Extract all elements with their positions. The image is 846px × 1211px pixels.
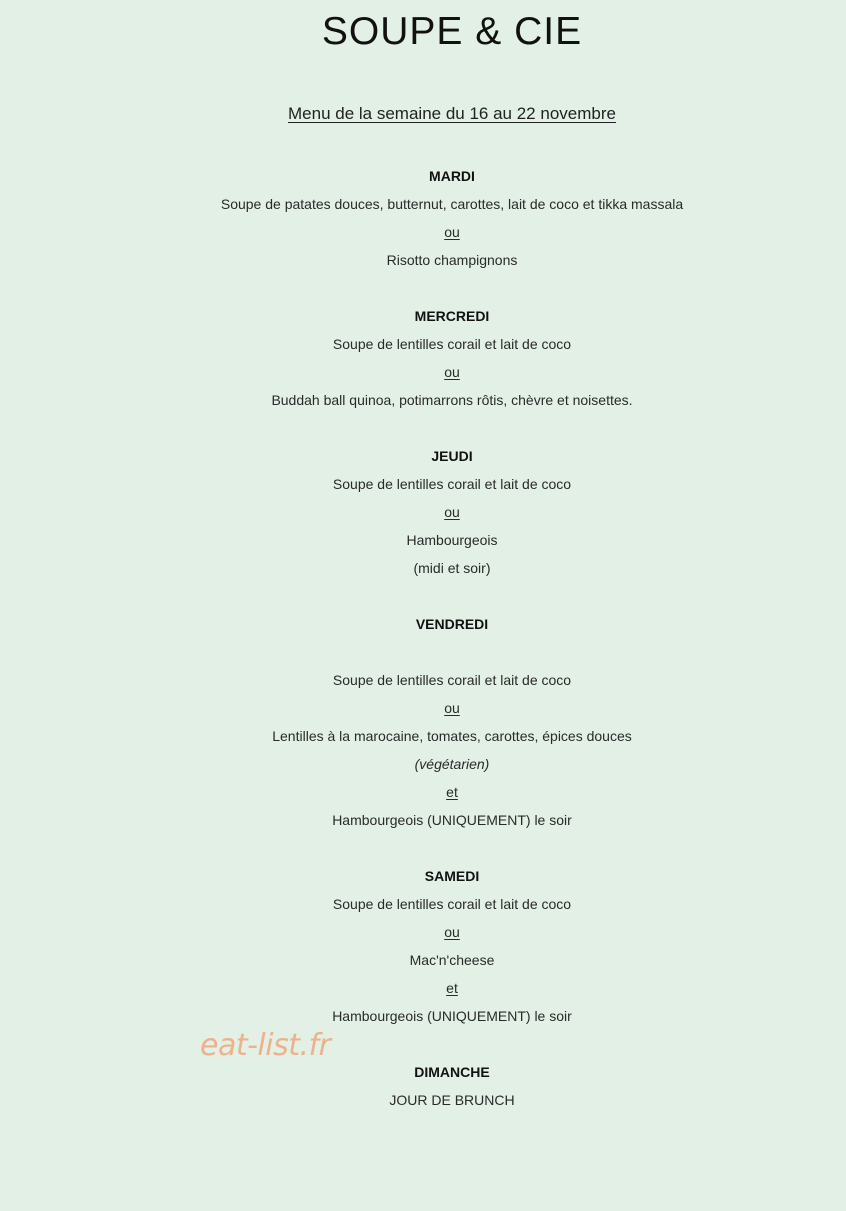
dish-item: Soupe de lentilles corail et lait de coco [332,896,572,912]
dish-item: Hambourgeois (UNIQUEMENT) le soir [332,1008,572,1024]
dish-item: Soupe de lentilles corail et lait de coco [332,336,572,352]
day-samedi [0,862,846,1030]
dish-item: Soupe de patates douces, butternut, carottes, lait de coco et tikka massala [220,196,684,212]
day-jeudi [0,442,846,582]
day-name: MARDI [429,168,475,184]
separator-ou: ou [444,224,460,240]
watermark-logo: eat-list.fr [200,1028,331,1063]
day-name: DIMANCHE [414,1064,490,1080]
day-mardi [0,162,846,274]
day-name: JEUDI [431,448,473,464]
dish-item: Hambourgeois (UNIQUEMENT) le soir [332,812,572,828]
dish-item: Soupe de lentilles corail et lait de coco [332,476,572,492]
dish-note: (végétarien) [414,756,490,772]
week-subtitle: Menu de la semaine du 16 au 22 novembre [288,104,616,123]
dish-item: Buddah ball quinoa, potimarrons rôtis, chèvre et noisettes. [271,392,633,408]
separator-ou: ou [444,504,460,520]
dish-item: Soupe de lentilles corail et lait de coco [332,672,572,688]
dish-item: Mac'n'cheese [409,952,495,968]
day-name: SAMEDI [424,868,480,884]
separator-et: et [446,784,458,800]
separator-ou: ou [444,924,460,940]
day-vendredi [0,610,846,834]
dish-item: Hambourgeois [406,532,498,548]
separator-ou: ou [444,364,460,380]
day-name: MERCREDI [414,308,490,324]
day-dimanche [0,1058,846,1114]
separator-ou: ou [444,700,460,716]
page-title: SOUPE & CIE [321,10,583,53]
dish-item: Lentilles à la marocaine, tomates, carottes, épices douces [272,728,632,744]
separator-et: et [446,980,458,996]
dish-item: Risotto champignons [386,252,518,268]
day-mercredi [0,302,846,414]
weekly-menu [0,162,846,1142]
dish-note: (midi et soir) [413,560,491,576]
day-name: VENDREDI [415,616,489,632]
dish-item: JOUR DE BRUNCH [389,1092,515,1108]
